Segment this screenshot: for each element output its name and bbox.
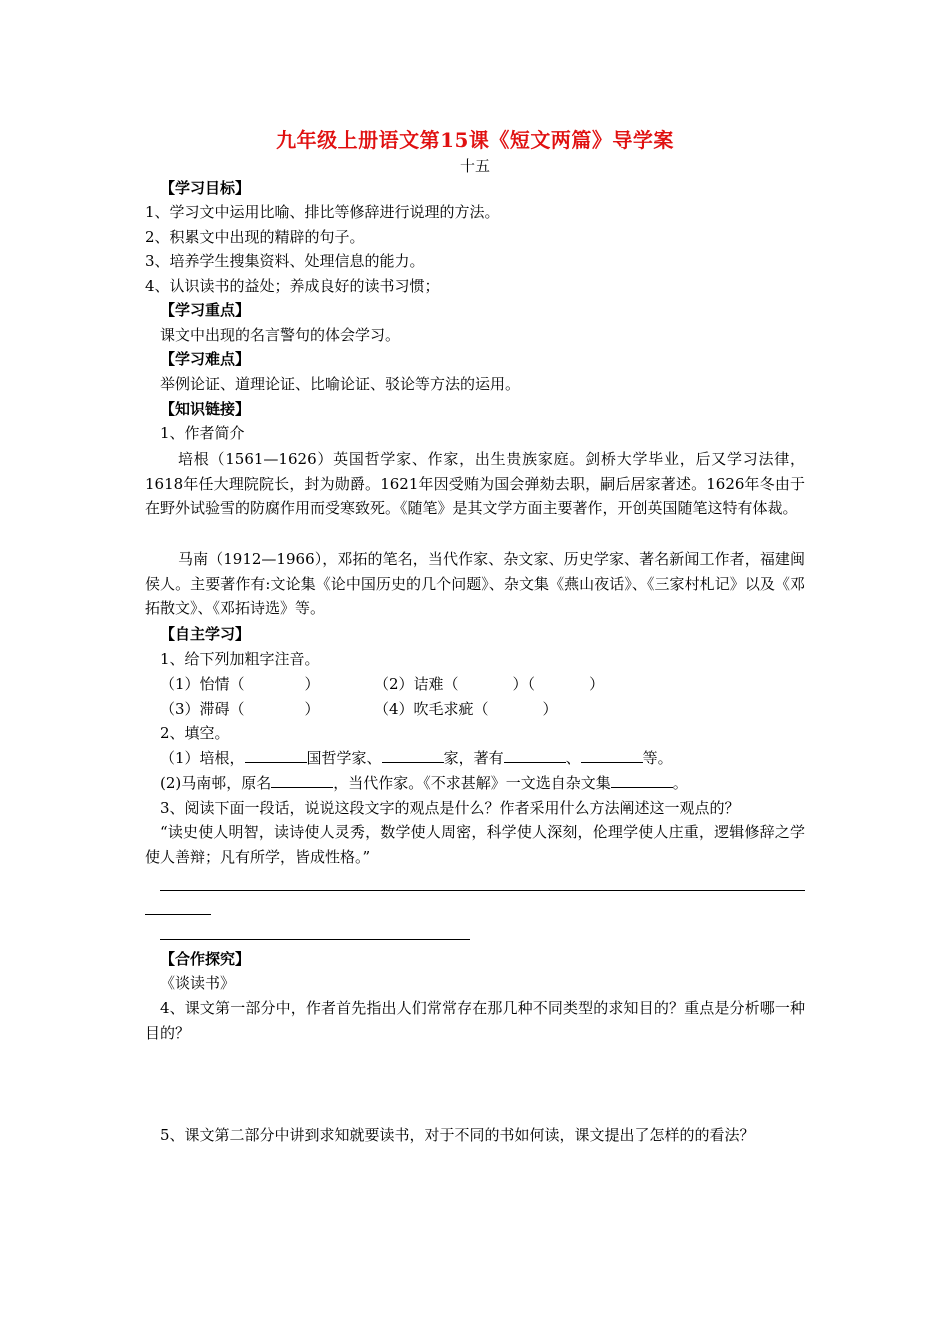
objective-item: 2、积累文中出现的精辟的句子。	[145, 228, 365, 246]
document-subtitle: 十五	[459, 157, 490, 175]
answer-line[interactable]	[145, 914, 211, 915]
phonetic-item-label: （1）怡情（	[160, 675, 245, 693]
question-2: 2、填空。	[160, 724, 230, 742]
answer-line[interactable]	[160, 939, 470, 940]
key-points-text: 课文中出现的名言警句的体会学习。	[160, 326, 401, 344]
fill-line-1	[160, 746, 673, 770]
self-study-heading: 【自主学习】	[160, 625, 251, 643]
fill-text: 、	[565, 749, 581, 767]
difficulties-heading: 【学习难点】	[160, 350, 251, 368]
question-4: 4、课文第一部分中，作者首先指出人们常常存在那几种不同类型的求知目的？重点是分析哪一种目的？	[145, 999, 805, 1042]
phonetic-item-close: ）	[304, 700, 320, 718]
fill-text: 家，著有	[443, 749, 504, 767]
answer-line[interactable]	[160, 890, 805, 891]
fill-text: ，当代作家。《不求甚解》一文选自杂文集	[333, 774, 611, 792]
objective-item: 1、学习文中运用比喻、排比等修辞进行说理的方法。	[145, 203, 500, 221]
objective-item: 4、认识读书的益处；养成良好的读书习惯；	[145, 277, 440, 295]
answer-blank[interactable]	[245, 748, 307, 763]
fill-text: 国哲学家、	[306, 749, 382, 767]
fill-text: (2)马南邨，原名	[160, 774, 272, 792]
knowledge-subheading: 1、作者简介	[160, 424, 245, 442]
cooperation-subheading: 《谈读书》	[160, 974, 236, 992]
phonetic-item-2	[374, 672, 604, 696]
quote-text: “读史使人明智，读诗使人灵秀，数学使人周密，科学使人深刻，伦理学使人庄重，逻辑修辞之学使人善辩；凡有所学，皆成性格。”	[145, 823, 805, 866]
document-title: 九年级上册语文第15课《短文两篇》导学案	[276, 128, 674, 152]
phonetic-item-label: （2）诘难（	[374, 675, 459, 693]
fill-text: 等。	[642, 749, 673, 767]
phonetic-item-close: ）	[542, 700, 558, 718]
answer-blank[interactable]	[611, 773, 673, 788]
question-1: 1、给下列加粗字注音。	[160, 650, 320, 668]
manan-bio: 马南（1912—1966），邓拓的笔名，当代作家、杂文家、历史学家、著名新闻工作者，福建闽侯人。主要著作有:文论集《论中国历史的几个问题》、杂文集《燕山夜话》、《三家村札记》以及《邓拓散文》、《邓拓诗选》等。	[145, 550, 805, 617]
fill-line-2	[160, 771, 688, 795]
cooperation-heading: 【合作探究】	[160, 950, 251, 968]
question-3: 3、阅读下面一段话，说说这段文字的观点是什么？作者采用什么方法阐述这一观点的？	[160, 799, 740, 817]
answer-blank[interactable]	[581, 748, 643, 763]
phonetic-item-close: ）	[589, 675, 605, 693]
phonetic-item-1	[160, 672, 320, 696]
phonetic-item-3	[160, 697, 320, 721]
fill-text: 。	[672, 774, 688, 792]
phonetic-item-sep: ）（	[512, 675, 536, 693]
objectives-heading: 【学习目标】	[160, 179, 251, 197]
phonetic-item-4	[374, 697, 558, 721]
question-5: 5、课文第二部分中讲到求知就要读书，对于不同的书如何读，课文提出了怎样的的看法？	[160, 1126, 755, 1144]
phonetic-item-label: （4）吹毛求疵（	[374, 700, 489, 718]
phonetic-item-close: ）	[304, 675, 320, 693]
answer-blank[interactable]	[271, 773, 333, 788]
phonetic-item-label: （3）滞碍（	[160, 700, 245, 718]
knowledge-heading: 【知识链接】	[160, 400, 251, 418]
bacon-bio: 培根（1561—1626）英国哲学家、作家，出生贵族家庭。剑桥大学毕业，后又学习法律，1618年任大理院院长，封为勋爵。1621年因受贿为国会弹劾去职，嗣后居家著述。1626年冬由于在野外试验雪的防腐作用而受寒致死。《随笔》是其文学方面主要著作，开创英国随笔这特有体裁。	[145, 450, 805, 517]
objective-item: 3、培养学生搜集资料、处理信息的能力。	[145, 252, 425, 270]
answer-blank[interactable]	[382, 748, 444, 763]
difficulties-text: 举例论证、道理论证、比喻论证、驳论等方法的运用。	[160, 375, 521, 393]
answer-blank[interactable]	[504, 748, 566, 763]
fill-text: （1）培根，	[160, 749, 245, 767]
key-points-heading: 【学习重点】	[160, 301, 251, 319]
